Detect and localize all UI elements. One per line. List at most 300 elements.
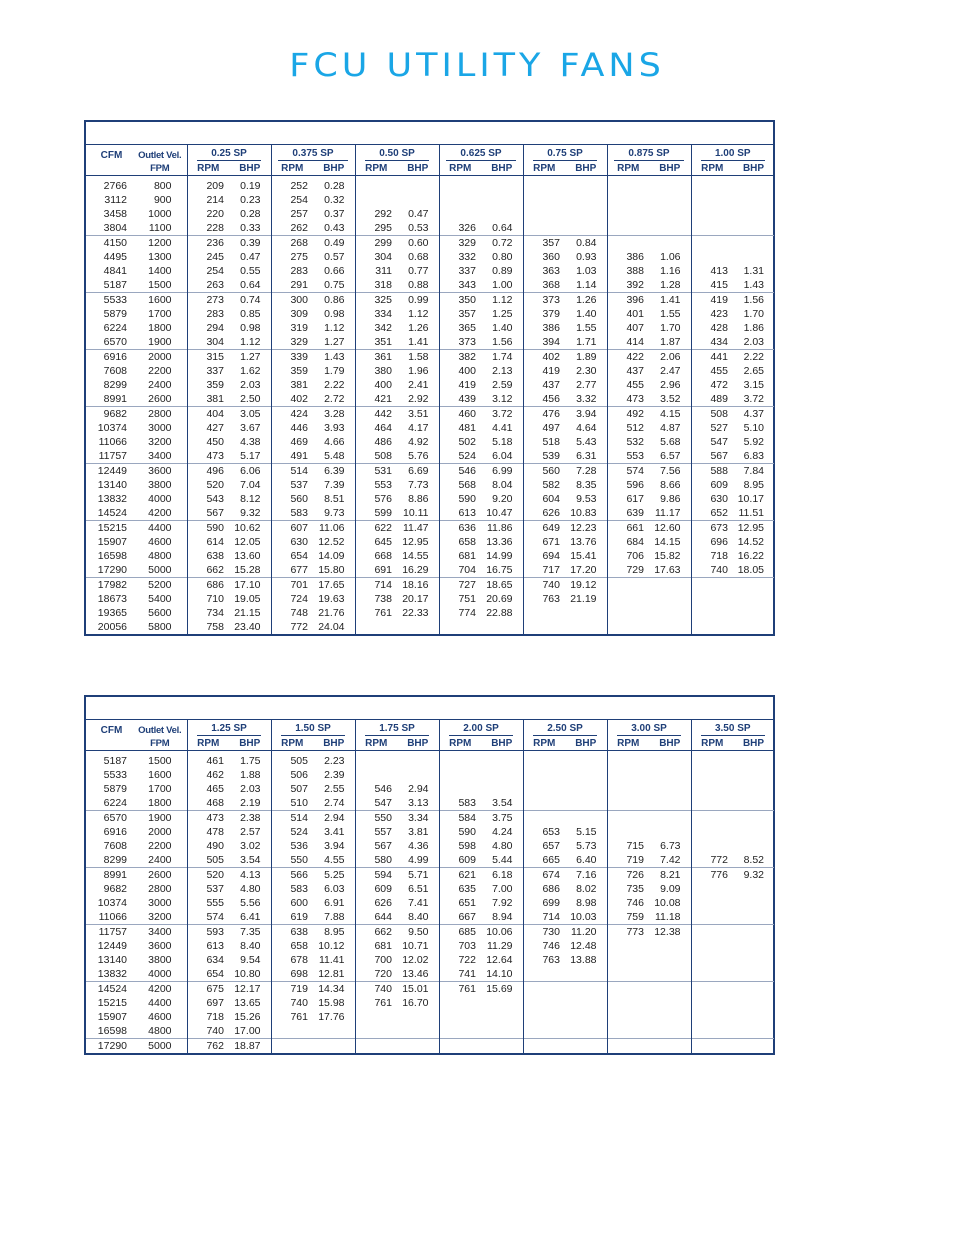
rpm-cell: 473 (206, 450, 224, 462)
bhp-cell: 2.38 (229, 811, 271, 826)
bhp-cell: 6.83 (743, 450, 764, 462)
cfm-cell: 20056 (97, 621, 127, 633)
rpm-cell (523, 176, 565, 194)
bhp-cell: 0.66 (313, 264, 355, 278)
rpm-header: RPM (691, 736, 733, 751)
bhp-cell (733, 606, 774, 620)
bhp-cell: 7.41 (397, 896, 439, 910)
bhp-cell: 7.84 (733, 464, 774, 479)
static-pressure-label: 0.75 SP (533, 148, 597, 161)
rpm-cell (691, 925, 733, 940)
bhp-cell: 11.06 (313, 521, 355, 536)
rpm-cell: 678 (290, 954, 308, 966)
fpm-cell: 2000 (133, 350, 187, 365)
bhp-cell: 0.98 (313, 307, 355, 321)
table-row (86, 250, 774, 264)
cfm-cell: 17290 (86, 1039, 133, 1054)
rpm-cell (523, 982, 565, 997)
bhp-cell: 1.26 (397, 321, 439, 335)
static-pressure-label: 3.50 SP (701, 723, 765, 736)
bhp-cell (565, 782, 607, 796)
bhp-cell: 19.05 (229, 592, 271, 606)
rpm-cell: 294 (206, 322, 224, 334)
bhp-cell: 1.00 (481, 278, 523, 293)
rpm-cell: 373 (523, 293, 565, 308)
bhp-cell: 10.06 (481, 925, 523, 940)
rpm-cell: 442 (355, 407, 397, 422)
fpm-cell: 1600 (133, 768, 187, 782)
bhp-cell: 1.31 (743, 265, 764, 277)
rpm-cell: 590 (458, 493, 476, 505)
bhp-cell (565, 996, 607, 1010)
rpm-cell: 583 (290, 507, 308, 519)
rpm-cell: 318 (374, 279, 392, 291)
bhp-cell: 0.55 (229, 264, 271, 278)
rpm-cell: 524 (290, 826, 308, 838)
bhp-cell: 2.03 (229, 378, 271, 392)
rpm-cell: 291 (290, 279, 308, 291)
rpm-cell: 543 (206, 493, 224, 505)
rpm-cell: 652 (710, 507, 728, 519)
bhp-cell: 6.41 (229, 910, 271, 925)
static-pressure-label: 3.00 SP (617, 723, 681, 736)
bhp-cell: 11.17 (649, 506, 691, 521)
bhp-cell: 2.50 (229, 392, 271, 407)
bhp-cell (565, 1039, 607, 1054)
rpm-cell (691, 896, 733, 910)
fpm-cell: 1000 (133, 207, 187, 221)
rpm-cell: 527 (710, 422, 728, 434)
table-row (86, 620, 774, 634)
rpm-cell: 273 (187, 293, 229, 308)
cfm-cell: 6224 (103, 322, 127, 334)
rpm-cell (355, 193, 397, 207)
fpm-cell: 5000 (133, 1039, 187, 1054)
bhp-cell (733, 896, 774, 910)
rpm-cell: 401 (626, 308, 644, 320)
rpm-cell: 762 (187, 1039, 229, 1054)
rpm-cell: 325 (355, 293, 397, 308)
rpm-cell: 626 (542, 507, 560, 519)
bhp-cell: 0.93 (565, 250, 607, 264)
rpm-cell: 684 (626, 536, 644, 548)
rpm-cell: 455 (626, 379, 644, 391)
rpm-cell: 309 (290, 308, 308, 320)
cfm-cell: 11066 (98, 436, 127, 448)
rpm-cell: 691 (374, 564, 392, 576)
rpm-cell: 704 (458, 564, 476, 576)
rpm-cell: 590 (458, 826, 476, 838)
rpm-cell: 518 (542, 436, 560, 448)
bhp-cell: 0.19 (229, 176, 271, 194)
bhp-cell (481, 1039, 523, 1054)
bhp-cell: 3.75 (481, 811, 523, 826)
bhp-cell: 6.91 (313, 896, 355, 910)
rpm-cell: 532 (626, 436, 644, 448)
bhp-cell: 12.23 (565, 521, 607, 536)
cfm-cell: 16598 (97, 550, 127, 562)
bhp-cell: 2.92 (397, 392, 439, 407)
bhp-cell (733, 796, 774, 811)
rpm-cell (523, 221, 565, 236)
rpm-cell: 583 (290, 883, 308, 895)
rpm-cell: 402 (290, 393, 308, 405)
fpm-cell: 5000 (133, 563, 187, 578)
rpm-cell (691, 953, 733, 967)
bhp-cell: 1.75 (229, 751, 271, 769)
cfm-cell: 15215 (97, 997, 127, 1009)
bhp-header: BHP (481, 736, 523, 751)
bhp-header: BHP (397, 161, 439, 176)
bhp-cell: 21.76 (313, 606, 355, 620)
fpm-cell: 4000 (133, 967, 187, 982)
rpm-cell: 455 (710, 365, 728, 377)
rpm-cell: 520 (187, 868, 229, 883)
bhp-cell: 6.51 (397, 882, 439, 896)
bhp-cell: 2.72 (313, 392, 355, 407)
rpm-cell (607, 782, 649, 796)
bhp-cell: 14.52 (737, 536, 764, 548)
rpm-cell: 671 (542, 536, 560, 548)
bhp-cell: 0.64 (229, 278, 271, 293)
fpm-cell: 1100 (133, 221, 187, 236)
rpm-cell: 520 (206, 479, 224, 491)
static-pressure-header (271, 145, 355, 161)
bhp-cell: 1.25 (481, 307, 523, 321)
rpm-cell: 337 (458, 265, 476, 277)
bhp-cell (397, 620, 439, 634)
bhp-cell: 10.12 (313, 939, 355, 953)
bhp-cell: 3.54 (229, 853, 271, 868)
bhp-cell: 5.73 (565, 839, 607, 853)
bhp-cell (649, 207, 691, 221)
rpm-cell (607, 953, 649, 967)
rpm-cell: 404 (187, 407, 229, 422)
rpm-cell (607, 811, 649, 826)
fpm-cell: 2200 (133, 839, 187, 853)
bhp-cell (649, 236, 691, 251)
cfm-cell: 14524 (86, 982, 133, 997)
bhp-cell: 3.94 (565, 407, 607, 422)
bhp-cell (397, 1010, 439, 1024)
bhp-cell: 0.53 (397, 221, 439, 236)
rpm-cell: 423 (710, 308, 728, 320)
bhp-header: BHP (313, 161, 355, 176)
rpm-cell: 717 (542, 564, 560, 576)
rpm-cell: 300 (271, 293, 313, 308)
rpm-cell (691, 1024, 733, 1039)
rpm-cell: 567 (374, 840, 392, 852)
static-pressure-header (691, 145, 774, 161)
bhp-cell (649, 796, 691, 811)
bhp-cell: 17.00 (229, 1024, 271, 1039)
fpm-cell: 5800 (133, 620, 187, 634)
bhp-cell: 8.52 (743, 854, 764, 866)
bhp-cell (397, 751, 439, 769)
rpm-cell: 730 (523, 925, 565, 940)
bhp-cell: 1.41 (649, 293, 691, 308)
bhp-cell: 4.36 (397, 839, 439, 853)
bhp-cell (649, 193, 691, 207)
rpm-cell: 658 (458, 536, 476, 548)
rpm-cell (439, 996, 481, 1010)
rpm-cell: 537 (290, 479, 308, 491)
bhp-cell: 18.65 (481, 578, 523, 593)
bhp-cell: 9.73 (313, 506, 355, 521)
rpm-cell: 508 (374, 450, 392, 462)
bhp-header: BHP (733, 736, 774, 751)
bhp-cell: 5.68 (649, 435, 691, 449)
bhp-cell: 15.80 (313, 563, 355, 578)
bhp-cell: 18.16 (397, 578, 439, 593)
bhp-cell: 2.47 (649, 364, 691, 378)
bhp-cell: 1.12 (397, 307, 439, 321)
bhp-cell: 7.92 (481, 896, 523, 910)
table-row (86, 193, 774, 207)
outlet-velocity-header: Outlet Vel. (133, 145, 187, 161)
rpm-cell: 621 (439, 868, 481, 883)
fan-performance-table (86, 145, 774, 634)
bhp-cell: 14.34 (313, 982, 355, 997)
rpm-cell: 719 (626, 854, 644, 866)
rpm-cell: 560 (523, 464, 565, 479)
bhp-cell (565, 768, 607, 782)
rpm-cell: 419 (691, 293, 733, 308)
fpm-cell: 3800 (133, 953, 187, 967)
rpm-cell: 400 (374, 379, 392, 391)
rpm-cell (607, 207, 649, 221)
rpm-cell: 645 (374, 536, 392, 548)
bhp-cell: 2.96 (649, 378, 691, 392)
rpm-cell: 741 (458, 968, 476, 980)
table-row (86, 839, 774, 853)
table-row (86, 321, 774, 335)
bhp-cell: 4.80 (481, 839, 523, 853)
rpm-cell: 609 (374, 883, 392, 895)
rpm-cell (607, 592, 649, 606)
bhp-cell: 1.70 (649, 321, 691, 335)
table-row (86, 868, 774, 883)
bhp-cell (649, 939, 691, 953)
rpm-header: RPM (607, 161, 649, 176)
bhp-cell: 2.74 (313, 796, 355, 811)
bhp-cell: 0.60 (397, 236, 439, 251)
rpm-cell: 363 (542, 265, 560, 277)
static-pressure-label: 1.00 SP (701, 148, 765, 161)
bhp-cell: 1.43 (743, 279, 764, 291)
rpm-cell: 402 (523, 350, 565, 365)
rpm-cell: 236 (187, 236, 229, 251)
rpm-cell: 456 (542, 393, 560, 405)
fpm-cell: 3800 (133, 478, 187, 492)
bhp-cell: 1.40 (481, 321, 523, 335)
bhp-cell: 4.17 (397, 421, 439, 435)
rpm-cell: 557 (374, 826, 392, 838)
bhp-cell: 1.71 (565, 335, 607, 350)
rpm-cell: 304 (206, 336, 224, 348)
fpm-cell: 4200 (133, 506, 187, 521)
static-pressure-header (691, 720, 774, 736)
rpm-cell: 667 (458, 911, 476, 923)
table-row (86, 392, 774, 407)
bhp-cell: 3.51 (397, 407, 439, 422)
rpm-cell: 639 (626, 507, 644, 519)
rpm-cell (691, 606, 733, 620)
fpm-cell: 4400 (133, 521, 187, 536)
table-row (86, 939, 774, 953)
cfm-cell: 7608 (103, 840, 127, 852)
rpm-cell: 555 (206, 897, 224, 909)
bhp-cell: 0.28 (229, 207, 271, 221)
rpm-cell: 714 (355, 578, 397, 593)
rpm-cell (691, 967, 733, 982)
bhp-cell: 9.09 (649, 882, 691, 896)
rpm-cell: 472 (710, 379, 728, 391)
cfm-cell: 9682 (103, 883, 127, 895)
rpm-cell: 726 (607, 868, 649, 883)
bhp-cell (649, 606, 691, 620)
rpm-cell (691, 236, 733, 251)
table-row (86, 768, 774, 782)
rpm-cell: 761 (439, 982, 481, 997)
bhp-cell: 15.82 (649, 549, 691, 563)
table-row (86, 549, 774, 563)
rpm-cell (691, 982, 733, 997)
bhp-cell: 2.23 (313, 751, 355, 769)
bhp-cell: 6.99 (481, 464, 523, 479)
rpm-cell (607, 751, 649, 769)
rpm-cell: 342 (374, 322, 392, 334)
fpm-cell: 1500 (133, 751, 187, 769)
bhp-cell (649, 592, 691, 606)
bhp-cell: 15.41 (565, 549, 607, 563)
rpm-cell: 380 (374, 365, 392, 377)
rpm-cell: 339 (271, 350, 313, 365)
bhp-cell: 4.13 (229, 868, 271, 883)
bhp-cell: 5.43 (565, 435, 607, 449)
bhp-cell: 1.28 (649, 278, 691, 293)
rpm-cell (523, 193, 565, 207)
bhp-cell (649, 578, 691, 593)
rpm-cell (691, 751, 733, 769)
bhp-cell (733, 176, 774, 194)
rpm-cell (691, 250, 733, 264)
rpm-cell: 292 (374, 208, 392, 220)
bhp-cell: 1.56 (733, 293, 774, 308)
bhp-cell: 1.03 (565, 264, 607, 278)
table-row (86, 592, 774, 606)
cfm-cell: 13832 (97, 968, 127, 980)
rpm-cell (607, 825, 649, 839)
bhp-cell: 5.18 (481, 435, 523, 449)
rpm-cell: 584 (439, 811, 481, 826)
bhp-cell: 4.99 (397, 853, 439, 868)
fpm-cell: 4800 (133, 1024, 187, 1039)
bhp-cell: 18.87 (229, 1039, 271, 1054)
rpm-cell: 283 (206, 308, 224, 320)
rpm-cell (523, 751, 565, 769)
rpm-cell (523, 207, 565, 221)
static-pressure-label: 0.625 SP (446, 148, 515, 161)
rpm-cell: 761 (374, 997, 392, 1009)
table-row (86, 364, 774, 378)
rpm-cell: 724 (290, 593, 308, 605)
bhp-cell: 6.73 (649, 839, 691, 853)
fpm-cell: 1900 (133, 335, 187, 350)
rpm-cell: 740 (355, 982, 397, 997)
rpm-cell: 607 (271, 521, 313, 536)
bhp-cell: 0.75 (313, 278, 355, 293)
bhp-cell (733, 207, 774, 221)
rpm-cell: 593 (187, 925, 229, 940)
cfm-cell: 12449 (86, 464, 133, 479)
bhp-cell: 2.22 (733, 350, 774, 365)
bhp-cell: 0.99 (397, 293, 439, 308)
rpm-cell: 720 (374, 968, 392, 980)
table-row (86, 853, 774, 868)
rpm-cell: 460 (439, 407, 481, 422)
rpm-cell (607, 967, 649, 982)
rpm-cell: 751 (458, 593, 476, 605)
fpm-cell: 2000 (133, 825, 187, 839)
fpm-cell: 4600 (133, 1010, 187, 1024)
rpm-cell: 514 (271, 811, 313, 826)
bhp-cell: 15.69 (481, 982, 523, 997)
bhp-cell: 5.25 (313, 868, 355, 883)
bhp-cell (649, 982, 691, 997)
rpm-cell (355, 1039, 397, 1054)
bhp-cell: 8.98 (565, 896, 607, 910)
bhp-cell (565, 982, 607, 997)
cfm-cell: 7608 (103, 365, 127, 377)
rpm-cell: 332 (458, 251, 476, 263)
cfm-cell: 6224 (103, 797, 127, 809)
bhp-cell: 2.03 (743, 336, 764, 348)
bhp-cell: 22.88 (481, 606, 523, 620)
rpm-cell: 209 (206, 180, 224, 192)
bhp-cell: 4.64 (565, 421, 607, 435)
bhp-cell: 1.89 (565, 350, 607, 365)
rpm-cell: 539 (542, 450, 560, 462)
rpm-cell: 774 (458, 607, 476, 619)
fpm-cell: 1400 (133, 264, 187, 278)
rpm-cell: 594 (355, 868, 397, 883)
bhp-cell: 1.55 (565, 321, 607, 335)
cfm-header: CFM (100, 150, 123, 161)
bhp-cell: 3.13 (397, 796, 439, 811)
bhp-cell (481, 768, 523, 782)
fpm-cell: 5600 (133, 606, 187, 620)
bhp-cell (397, 176, 439, 194)
bhp-cell: 7.73 (397, 478, 439, 492)
rpm-cell: 392 (626, 279, 644, 291)
rpm-cell: 510 (290, 797, 308, 809)
bhp-cell: 1.56 (481, 335, 523, 350)
static-pressure-header (523, 720, 607, 736)
fpm-header: FPM (133, 736, 187, 751)
rpm-cell: 351 (374, 336, 392, 348)
bhp-cell: 12.02 (397, 953, 439, 967)
rpm-cell (439, 207, 481, 221)
table-row (86, 449, 774, 464)
bhp-cell: 4.15 (649, 407, 691, 422)
rpm-cell: 588 (691, 464, 733, 479)
rpm-cell: 419 (458, 379, 476, 391)
static-pressure-header (187, 145, 271, 161)
bhp-header: BHP (481, 161, 523, 176)
fpm-cell: 3400 (133, 925, 187, 940)
rpm-cell: 699 (542, 897, 560, 909)
